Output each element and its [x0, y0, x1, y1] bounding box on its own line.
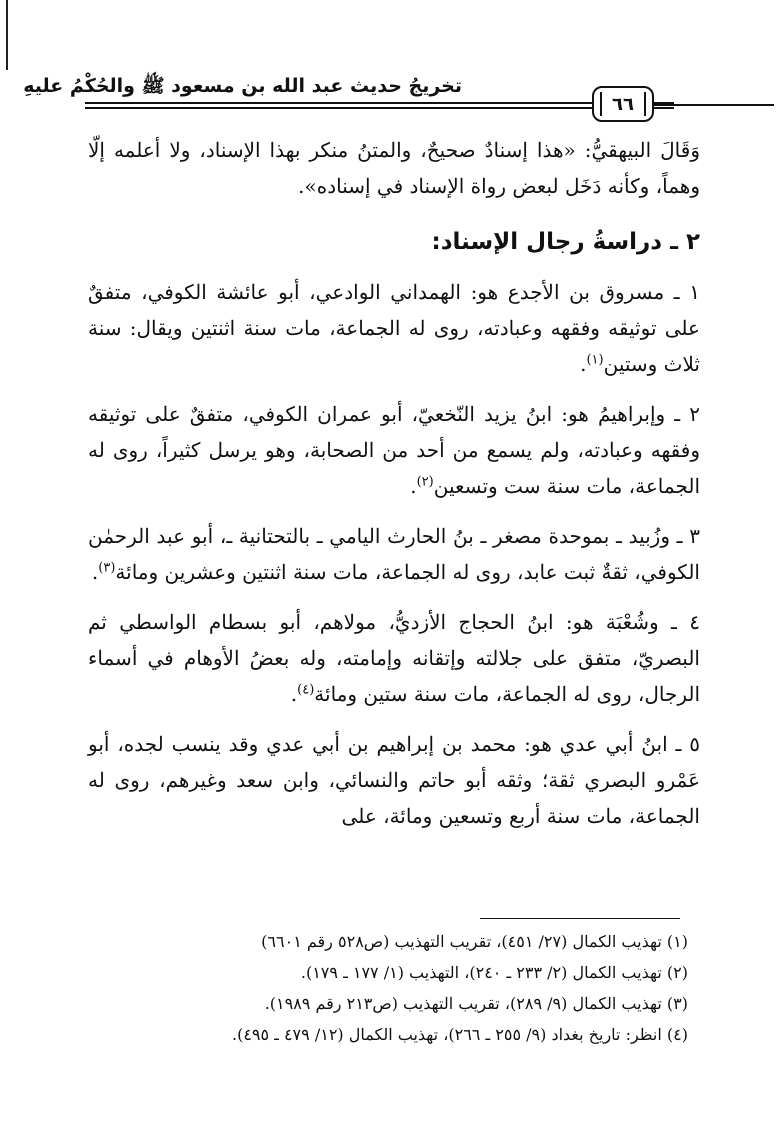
- page-header: [0, 66, 784, 126]
- footnote-2: (٢) تهذيب الكمال (٢/ ٢٣٣ ـ ٢٤٠)، التهذيب (١/ ١٧٧ ـ ١٧٩).: [300, 963, 688, 982]
- item-end: .: [580, 352, 587, 376]
- narrator-item: [88, 518, 700, 590]
- footnote-3: (٣) تهذيب الكمال (٩/ ٢٨٩)، تقريب التهذيب (ص٢١٣ رقم ١٩٨٩).: [264, 994, 688, 1013]
- footnotes: [78, 926, 688, 1050]
- narrator-text: ٥ ـ ابنُ أبي عدي هو: محمد بن إبراهيم بن أبي عدي وقد ينسب لجده، أبو عَمْرو البصري ثقة؛ وثقه أبو حاتم والنسائي، وابن سعد وغيرهم، روى له الجماعة، مات سنة أربع وتسعين ومائة، على: [88, 732, 701, 828]
- narrator-text: ٣ ـ وزُبيد ـ بموحدة مصغر ـ بنُ الحارث اليامي ـ بالتحتانية ـ، أبو عبد الرحمٰن الكوفي، ثقةٌ ثبت عابد، روى له الجماعة، مات سنة اثنتين وعشرين ومائة: [88, 524, 700, 584]
- section-heading: ٢ ـ دراسةُ رجال الإسناد:: [431, 229, 700, 255]
- header-rule-top: [85, 102, 674, 104]
- page-number: ٦٦: [612, 93, 634, 115]
- intro-paragraph: وَقَالَ البيهقيُّ: «هذا إسنادٌ صحيحٌ، والمتنُ منكر بهذا الإسناد، ولا أعلمه إلّا وهماً، وكأنه دَخَل لبعض رواة الإسناد في إسناده».: [88, 138, 700, 198]
- page-edge-mark: [6, 0, 8, 70]
- footnote-4: (٤) انظر: تاريخ بغداد (٩/ ٢٥٥ ـ ٢٦٦)، تهذيب الكمال (١٢/ ٤٧٩ ـ ٤٩٥).: [231, 1025, 688, 1044]
- running-title: تخريجُ حديث عبد الله بن مسعود ﷺ والحُكْمُ عليهِ: [23, 75, 462, 97]
- footnote-1: (١) تهذيب الكمال (٢٧/ ٤٥١)، تقريب التهذيب (ص٥٢٨ رقم ٦٦٠١): [261, 932, 688, 951]
- page-number-box: [592, 86, 654, 122]
- narrator-item: [88, 274, 700, 382]
- item-end: .: [91, 560, 99, 584]
- narrator-item: [88, 396, 700, 504]
- header-rule-right: [650, 104, 774, 106]
- item-end: .: [410, 474, 417, 498]
- header-rule-bottom: [85, 107, 674, 109]
- footnote-ref[interactable]: (٢): [416, 474, 434, 490]
- narrator-text: ٤ ـ وشُعْبَة هو: ابنُ الحجاج الأزديُّ، مولاهم، أبو بسطام الواسطي ثم البصريّ، متفق على جلالته وإتقانه وإمامته، وله بعضُ الأوهام في أسماء الرجال، روى له الجماعة، مات سنة ستين ومائة: [88, 610, 700, 706]
- narrator-text: ١ ـ مسروق بن الأجدع هو: الهمداني الوادعي، أبو عائشة الكوفي، متفقٌ على توثيقه وفقهه وعبادته، روى له الجماعة، مات سنة اثنتين ويقال: سنة ثلاث وستين: [88, 280, 700, 376]
- footnote-separator: [480, 918, 680, 919]
- footnote-ref[interactable]: (٣): [98, 560, 116, 576]
- narrator-text: ٢ ـ وإبراهيمُ هو: ابنُ يزيد النّخعيّ، أبو عمران الكوفي، متفقٌ على توثيقه وفقهه وعبادته، ولم يسمع من أحد من الصحابة، وهو يرسل كثيراً، روى له الجماعة، مات سنة ست وتسعين: [88, 402, 700, 498]
- narrator-item: [88, 604, 700, 712]
- footnote-ref[interactable]: (٤): [297, 682, 315, 698]
- footnote-ref[interactable]: (١): [586, 352, 604, 368]
- narrator-item: [88, 726, 700, 834]
- item-end: .: [290, 682, 298, 706]
- main-text: [88, 132, 700, 848]
